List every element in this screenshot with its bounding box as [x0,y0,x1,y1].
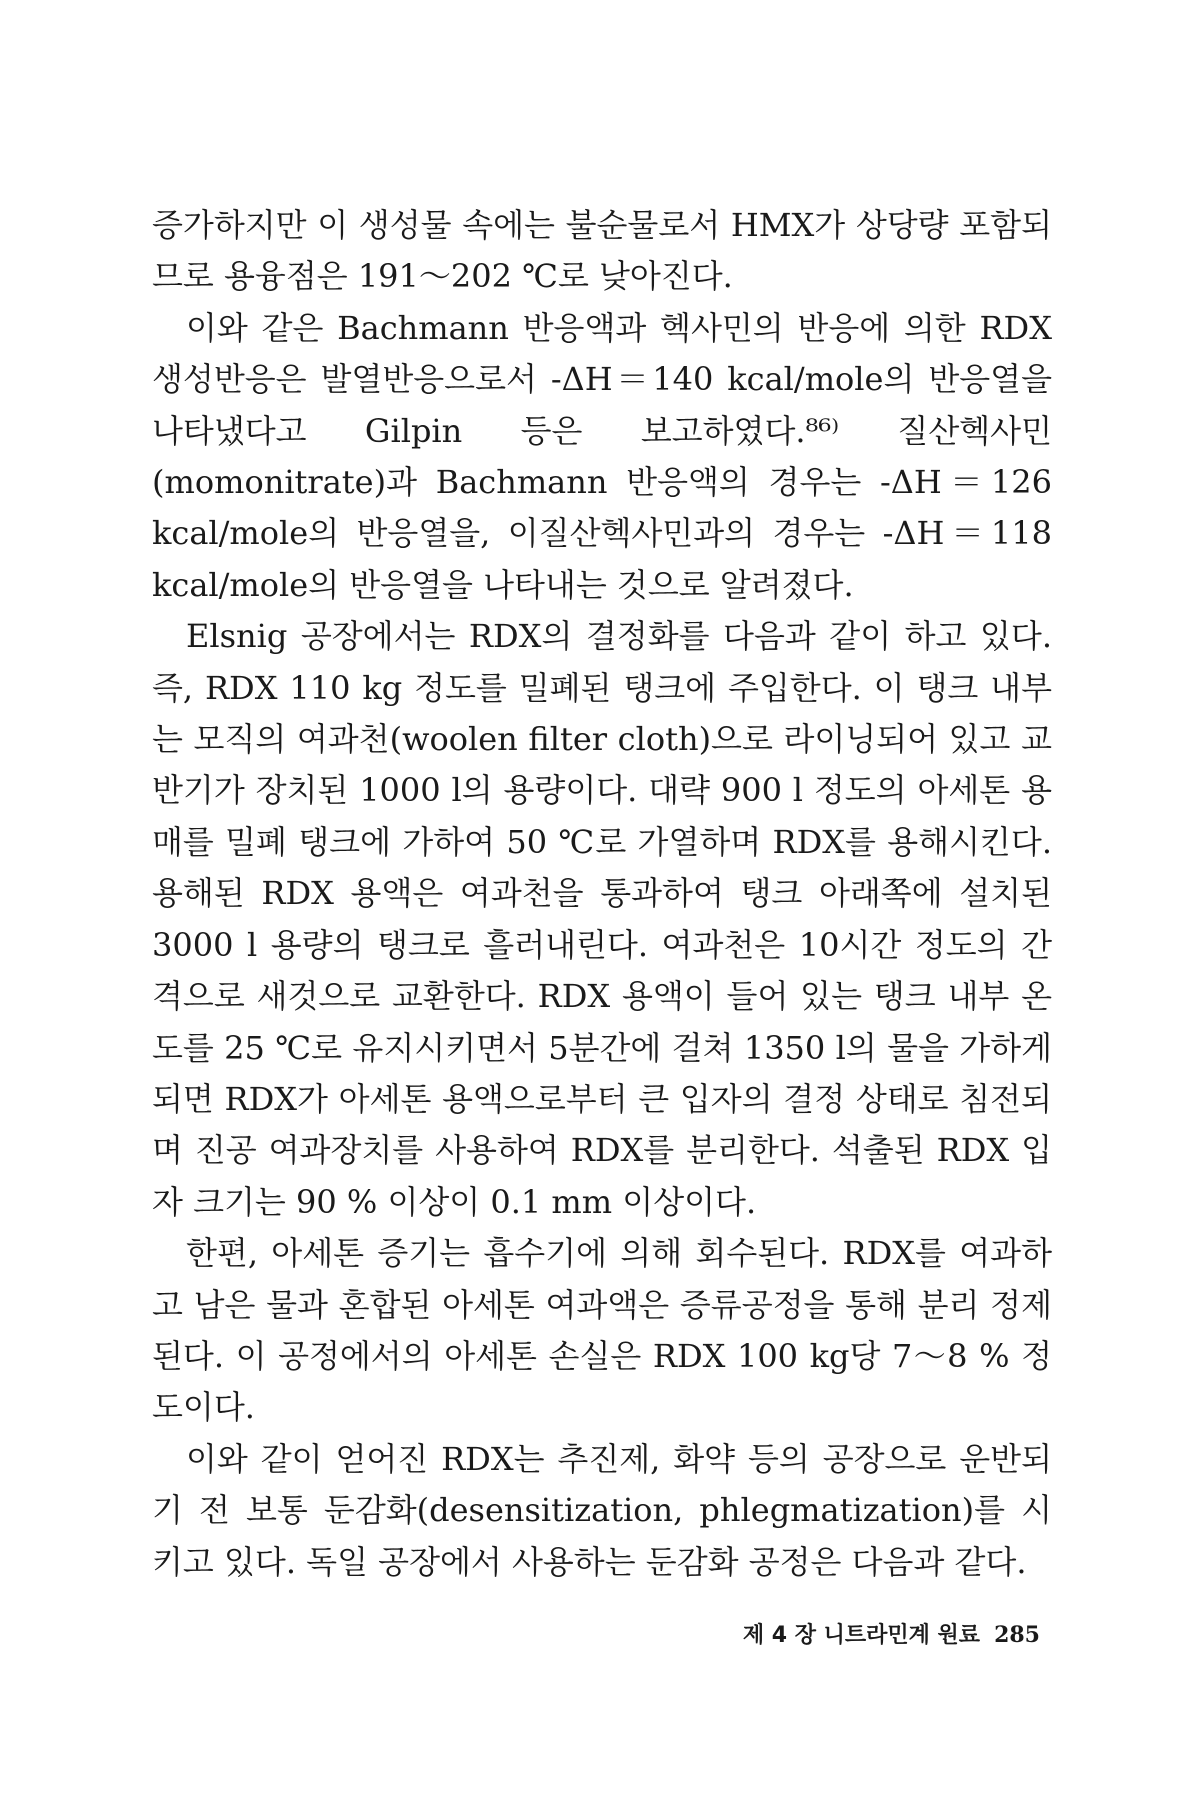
body-text [152,200,1052,1588]
page-footer [743,1618,1040,1649]
page-number: 285 [994,1622,1040,1648]
paragraph-acetone-recovery: 한편, 아세톤 증기는 흡수기에 의해 회수된다. RDX를 여과하고 남은 물과 혼합된 아세톤 여과액은 증류공정을 통해 분리 정제된다. 이 공정에서의 아세톤 손실은 RDX 100 kg당 7～8 % 정도이다. [152,1234,1052,1427]
paragraph-bachmann-reaction: 이와 같은 Bachmann 반응액과 헥사민의 반응에 의한 RDX 생성반응은 발열반응으로서 -ΔH＝140 kcal/mole의 반응열을 나타냈다고 Gilpin 등은 보고하였다.⁸⁶⁾ 질산헥사민(momonitrate)과 Bachmann 반응액의 경우는 -ΔH＝126 kcal/mole의 반응열을, 이질산헥사민과의 경우는 -ΔH＝118 kcal/mole의 반응열을 나타내는 것으로 알려졌다. [152,308,1052,604]
paragraph-elsnig-crystallization: Elsnig 공장에서는 RDX의 결정화를 다음과 같이 하고 있다. 즉, RDX 110 kg 정도를 밀폐된 탱크에 주입한다. 이 탱크 내부는 모직의 여과천(woolen filter cloth)으로 라이닝되어 있고 교반기가 장치된 1000 l의 용량이다. 대략 900 l 정도의 아세톤 용매를 밀폐 탱크에 가하여 50 ℃로 가열하며 RDX를 용해시킨다. 용해된 RDX 용액은 여과천을 통과하여 탱크 아래쪽에 설치된 3000 l 용량의 탱크로 흘러내린다. 여과천은 10시간 정도의 간격으로 새것으로 교환한다. RDX 용액이 들어 있는 탱크 내부 온도를 25 ℃로 유지시키면서 5분간에 걸쳐 1350 l의 물을 가하게 되면 RDX가 아세톤 용액으로부터 큰 입자의 결정 상태로 침전되며 진공 여과장치를 사용하여 RDX를 분리한다. 석출된 RDX 입자 크기는 90 % 이상이 0.1 mm 이상이다. [152,617,1052,1221]
paragraph-desensitization: 이와 같이 얻어진 RDX는 추진제, 화약 등의 공장으로 운반되기 전 보통 둔감화(desensitization, phlegmatization)를 시키고 있다. 독일 공장에서 사용하는 둔감화 공정은 다음과 같다. [152,1439,1052,1581]
paragraph-continuation: 증가하지만 이 생성물 속에는 불순물로서 HMX가 상당량 포함되므로 용융점은 191～202 ℃로 낮아진다. [152,206,1052,296]
chapter-title: 제 4 장 니트라민계 원료 [742,1623,981,1648]
